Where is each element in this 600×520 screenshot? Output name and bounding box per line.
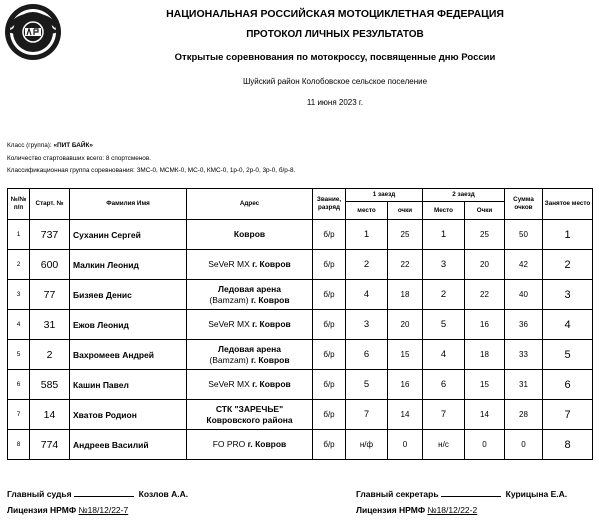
- cell-num: 6: [8, 370, 30, 400]
- cell-place-1: 4: [346, 280, 388, 310]
- judge-name: Козлов А.А.: [138, 489, 189, 499]
- cell-address: [187, 310, 313, 340]
- cell-place-1: 2: [346, 250, 388, 280]
- cell-points-1: 18: [388, 280, 423, 310]
- event-location: Шуйский район Колобовское сельское поселение: [242, 77, 428, 86]
- judge-license-number[interactable]: №18/12/22-7: [78, 505, 129, 515]
- cell-sum: 36: [505, 310, 543, 340]
- cell-num: 3: [8, 280, 30, 310]
- header-points-2: Очки: [465, 202, 505, 220]
- cell-place-2: 4: [423, 340, 465, 370]
- cell-name: Вахромеев Андрей: [70, 340, 187, 370]
- cell-points-2: 14: [465, 400, 505, 430]
- judge-signature-line: [74, 488, 134, 497]
- classification-info: Классификационная группа соревнования: ЗМС-0, МСМК-0, МС-0, КМС-0, 1р-0, 2р-0, 3р-0, б/р-8.: [7, 167, 296, 174]
- federation-emblem-icon: [3, 2, 63, 62]
- header-heat-2: 2 заезд: [423, 189, 505, 202]
- header-rank: Звание, разряд: [313, 189, 346, 220]
- cell-sum: 50: [505, 220, 543, 250]
- header-place-2: Место: [423, 202, 465, 220]
- cell-start: 31: [30, 310, 70, 340]
- cell-start: 774: [30, 430, 70, 460]
- address-city: г. Ковров: [248, 354, 290, 365]
- cell-points-2: 0: [465, 430, 505, 460]
- header-heat-1: 1 заезд: [346, 189, 423, 202]
- cell-points-2: 22: [465, 280, 505, 310]
- cell-place-1: 5: [346, 370, 388, 400]
- secretary-license-number[interactable]: №18/12/22-2: [427, 505, 478, 515]
- cell-place-1: 3: [346, 310, 388, 340]
- header-place-1: место: [346, 202, 388, 220]
- cell-points-1: 20: [388, 310, 423, 340]
- cell-rank: б/р: [313, 310, 346, 340]
- table-row: [8, 310, 593, 340]
- event-date: 11 июня 2023 г.: [306, 98, 364, 107]
- table-row: [8, 250, 593, 280]
- cell-place-2: 5: [423, 310, 465, 340]
- cell-final: 1: [543, 220, 593, 250]
- cell-num: 8: [8, 430, 30, 460]
- address-venue: Ледовая арена: [218, 283, 281, 294]
- address-club: SeVeR MX: [208, 259, 250, 270]
- protocol-title: ПРОТОКОЛ ЛИЧНЫХ РЕЗУЛЬТАТОВ: [246, 29, 424, 40]
- cell-address: [187, 400, 313, 430]
- cell-start: 600: [30, 250, 70, 280]
- address-city: Ковров: [233, 229, 266, 240]
- address-city: г. Ковров: [249, 319, 291, 330]
- cell-points-2: 20: [465, 250, 505, 280]
- cell-rank: б/р: [313, 250, 346, 280]
- starters-info: Количество стартовавших всего: 8 спортсменов.: [7, 155, 152, 162]
- address-venue: СТК "ЗАРЕЧЬЕ": [215, 403, 284, 414]
- cell-points-2: 18: [465, 340, 505, 370]
- class-prefix: Класс (группа):: [7, 142, 54, 149]
- cell-num: 5: [8, 340, 30, 370]
- class-value: «ПИТ БАЙК»: [53, 142, 93, 149]
- cell-num: 4: [8, 310, 30, 340]
- judge-license: [7, 505, 128, 515]
- cell-address: [187, 280, 313, 310]
- federation-title: НАЦИОНАЛЬНАЯ РОССИЙСКАЯ МОТОЦИКЛЕТНАЯ ФЕДЕРАЦИЯ: [166, 8, 504, 20]
- event-title: Открытые соревнования по мотокроссу, посвященные дню России: [174, 52, 496, 63]
- license-label: Лицензия НРМФ: [356, 505, 428, 515]
- cell-start: 2: [30, 340, 70, 370]
- cell-sum: 42: [505, 250, 543, 280]
- cell-points-1: 0: [388, 430, 423, 460]
- cell-sum: 31: [505, 370, 543, 400]
- cell-sum: 0: [505, 430, 543, 460]
- cell-start: 14: [30, 400, 70, 430]
- cell-place-2: 6: [423, 370, 465, 400]
- header-points-1: очки: [388, 202, 423, 220]
- chief-secretary: [356, 488, 567, 499]
- address-club: FO PRO: [212, 439, 246, 450]
- secretary-signature-line: [441, 488, 501, 497]
- class-info: [7, 142, 93, 149]
- cell-final: 6: [543, 370, 593, 400]
- cell-address: [187, 430, 313, 460]
- address-club: SeVeR MX: [208, 319, 250, 330]
- cell-name: Кашин Павел: [70, 370, 187, 400]
- cell-place-2: 2: [423, 280, 465, 310]
- cell-place-2: 1: [423, 220, 465, 250]
- cell-rank: б/р: [313, 280, 346, 310]
- cell-num: 1: [8, 220, 30, 250]
- cell-address: [187, 220, 313, 250]
- address-club: (Bamzam): [209, 354, 249, 365]
- cell-place-1: 1: [346, 220, 388, 250]
- cell-name: Суханин Сергей: [70, 220, 187, 250]
- address-city: г. Ковров: [248, 294, 290, 305]
- cell-rank: б/р: [313, 430, 346, 460]
- address-club: SeVeR MX: [208, 379, 250, 390]
- table-row: [8, 370, 593, 400]
- cell-points-1: 15: [388, 340, 423, 370]
- chief-judge: [7, 488, 188, 499]
- cell-points-2: 25: [465, 220, 505, 250]
- judge-label: Главный судья: [7, 489, 72, 499]
- cell-name: Хватов Родион: [70, 400, 187, 430]
- header-start: Старт. №: [30, 189, 70, 220]
- license-label: Лицензия НРМФ: [7, 505, 79, 515]
- cell-start: 585: [30, 370, 70, 400]
- cell-final: 5: [543, 340, 593, 370]
- cell-sum: 40: [505, 280, 543, 310]
- header-address: Адрес: [187, 189, 313, 220]
- table-row: [8, 280, 593, 310]
- cell-place-1: 6: [346, 340, 388, 370]
- cell-rank: б/р: [313, 340, 346, 370]
- table-row: [8, 220, 593, 250]
- address-city: г. Ковров: [245, 439, 287, 450]
- cell-place-2: 7: [423, 400, 465, 430]
- cell-address: [187, 250, 313, 280]
- cell-points-1: 25: [388, 220, 423, 250]
- secretary-license: [356, 505, 477, 515]
- cell-name: Бизяев Денис: [70, 280, 187, 310]
- cell-final: 7: [543, 400, 593, 430]
- header-num: №/№ п/п: [8, 189, 30, 220]
- cell-rank: б/р: [313, 220, 346, 250]
- cell-sum: 28: [505, 400, 543, 430]
- cell-place-1: н/ф: [346, 430, 388, 460]
- cell-points-1: 22: [388, 250, 423, 280]
- cell-start: 77: [30, 280, 70, 310]
- table-row: [8, 430, 593, 460]
- cell-rank: б/р: [313, 370, 346, 400]
- table-row: [8, 340, 593, 370]
- cell-final: 2: [543, 250, 593, 280]
- cell-rank: б/р: [313, 400, 346, 430]
- cell-place-1: 7: [346, 400, 388, 430]
- address-city: г. Ковров: [249, 259, 291, 270]
- header-name: Фамилия Имя: [70, 189, 187, 220]
- cell-final: 4: [543, 310, 593, 340]
- cell-name: Малкин Леонид: [70, 250, 187, 280]
- results-table: [7, 188, 593, 460]
- cell-num: 7: [8, 400, 30, 430]
- address-venue: Ледовая арена: [218, 343, 281, 354]
- address-city: г. Ковров: [249, 379, 291, 390]
- header-final: Занятое место: [543, 189, 593, 220]
- cell-address: [187, 340, 313, 370]
- cell-final: 3: [543, 280, 593, 310]
- cell-points-2: 15: [465, 370, 505, 400]
- cell-address: [187, 370, 313, 400]
- cell-final: 8: [543, 430, 593, 460]
- secretary-name: Курицына Е.А.: [505, 489, 568, 499]
- cell-points-1: 16: [388, 370, 423, 400]
- cell-num: 2: [8, 250, 30, 280]
- cell-name: Андреев Василий: [70, 430, 187, 460]
- cell-points-2: 16: [465, 310, 505, 340]
- cell-sum: 33: [505, 340, 543, 370]
- address-club: (Bamzam): [209, 294, 249, 305]
- secretary-label: Главный секретарь: [356, 489, 439, 499]
- cell-place-2: н/с: [423, 430, 465, 460]
- header-sum: Сумма очков: [505, 189, 543, 220]
- cell-start: 737: [30, 220, 70, 250]
- cell-name: Ежов Леонид: [70, 310, 187, 340]
- cell-place-2: 3: [423, 250, 465, 280]
- cell-points-1: 14: [388, 400, 423, 430]
- table-row: [8, 400, 593, 430]
- address-city: Ковровского района: [206, 414, 293, 425]
